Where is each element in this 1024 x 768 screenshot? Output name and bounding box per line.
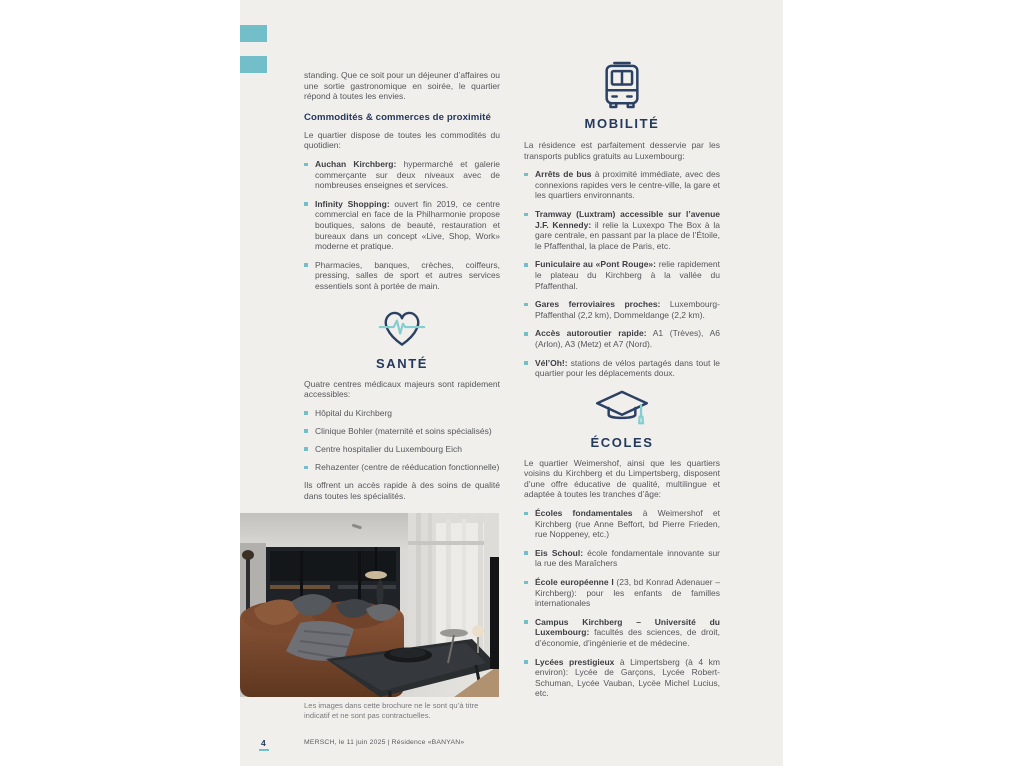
left-column <box>304 70 500 509</box>
commodites-list <box>304 159 500 292</box>
list-item: Centre hospitalier du Luxembourg Eich <box>304 444 500 455</box>
page-number: 4 <box>261 738 266 748</box>
accent-rectangle-bottom <box>240 56 267 73</box>
sante-section-header <box>304 306 500 371</box>
graduation-cap-icon <box>593 411 651 428</box>
list-item: Accès autoroutier rapide: A1 (Trèves), A6 (Arlon), A3 (Metz) et A7 (Nord). <box>524 328 720 349</box>
heart-pulse-icon <box>378 332 426 349</box>
photo-caption: Les images dans cette brochure ne le sont qu’à titre indicatif et ne sont pas contractuelles. <box>304 701 479 720</box>
page-number-underline <box>259 749 269 751</box>
commodites-lead: Le quartier dispose de toutes les commodités du quotidien: <box>304 129 500 151</box>
list-item: Funiculaire au «Pont Rouge»: relie rapidement le plateau du Kirchberg à la vallée du Pfaffenthal. <box>524 259 720 291</box>
list-item: Gares ferroviaires proches: Luxembourg-Pfaffenthal (2,2 km), Dommeldange (2,2 km). <box>524 299 720 320</box>
list-item: École européenne I (23, bd Konrad Adenauer – Kirchberg): pour les enfants de familles internationales <box>524 577 720 609</box>
list-item: Vél’Oh!: stations de vélos partagés dans tout le quartier pour les déplacements doux. <box>524 358 720 379</box>
accent-rectangle-top <box>240 25 267 42</box>
mobilite-heading: MOBILITÉ <box>584 116 660 131</box>
ecoles-lead: Le quartier Weimershof, ainsi que les quartiers voisins du Kirchberg et du Limpertsberg, disposent d’une offre éducative de qualité, multilingue et adaptée à toutes les tranches d’âge: <box>524 457 720 500</box>
sante-heading: SANTÉ <box>375 355 429 371</box>
footer-text: MERSCH, le 11 juin 2025 | Résidence «BANYAN» <box>304 739 465 746</box>
commodites-heading: Commodités & commerces de proximité <box>304 111 491 123</box>
list-item: Lycées prestigieux à Limpertsberg (à 4 km environ): Lycée de Garçons, Lycée Robert-Schuman, Lycée Vauban, Lycée Michel Lucius, etc. <box>524 657 720 699</box>
ecoles-section-header <box>524 389 720 450</box>
sante-list <box>304 408 500 473</box>
page-footer <box>240 736 783 756</box>
brochure-page <box>240 0 783 766</box>
sante-outro: Ils offrent un accès rapide à des soins de qualité dans toutes les spécialités. <box>304 480 500 501</box>
list-item: Hôpital du Kirchberg <box>304 408 500 419</box>
bus-icon <box>599 92 645 109</box>
list-item: Eis Schoul: école fondamentale innovante sur la rue des Maraîchers <box>524 548 720 569</box>
list-item: Infinity Shopping: ouvert fin 2019, ce centre commercial en face de la Philharmonie propose boutiques, salons de beauté, restauration et bureaux dans un concept «Live, Shop, Work» moderne et pratique. <box>304 199 500 252</box>
mobilite-lead: La résidence est parfaitement desservie par les transports publics gratuits au Luxembourg: <box>524 140 720 161</box>
list-item: Tramway (Luxtram) accessible sur l’avenue J.F. Kennedy: il relie la Luxexpo The Box à la gare centrale, en passant par la place de l’Étoile, le Pfaffenthal, la place de Paris, etc. <box>524 209 720 251</box>
interior-photo <box>240 513 499 697</box>
mobilite-list <box>524 169 720 379</box>
list-item: Écoles fondamentales à Weimershof et Kirchberg (rue Anne Beffort, bd Pierre Frieden, rue Noppeney, etc.) <box>524 508 720 540</box>
list-item: Auchan Kirchberg: hypermarché et galerie commerçante sur deux niveaux avec de nombreuses enseignes et services. <box>304 159 500 191</box>
right-column <box>524 60 720 707</box>
ecoles-list <box>524 508 720 699</box>
list-item: Clinique Bohler (maternité et soins spécialisés) <box>304 426 500 437</box>
list-item: Pharmacies, banques, crèches, coiffeurs, pressing, salles de sport et autres services essentiels sont à portée de main. <box>304 260 500 292</box>
sante-lead: Quatre centres médicaux majeurs sont rapidement accessibles: <box>304 378 500 400</box>
intro-paragraph: standing. Que ce soit pour un déjeuner d’affaires ou une sortie gastronomique en soirée, le quartier répond à toutes les envies. <box>304 70 500 102</box>
list-item: Campus Kirchberg – Université du Luxembourg: facultés des sciences, de droit, d’économie, d’ingénierie et de médecine. <box>524 617 720 649</box>
list-item: Rehazenter (centre de rééducation fonctionnelle) <box>304 462 500 473</box>
list-item: Arrêts de bus à proximité immédiate, avec des connexions rapides vers le centre-ville, la gare et les quartiers environnants. <box>524 169 720 201</box>
mobilite-section-header <box>524 60 720 131</box>
ecoles-heading: ÉCOLES <box>590 434 654 450</box>
